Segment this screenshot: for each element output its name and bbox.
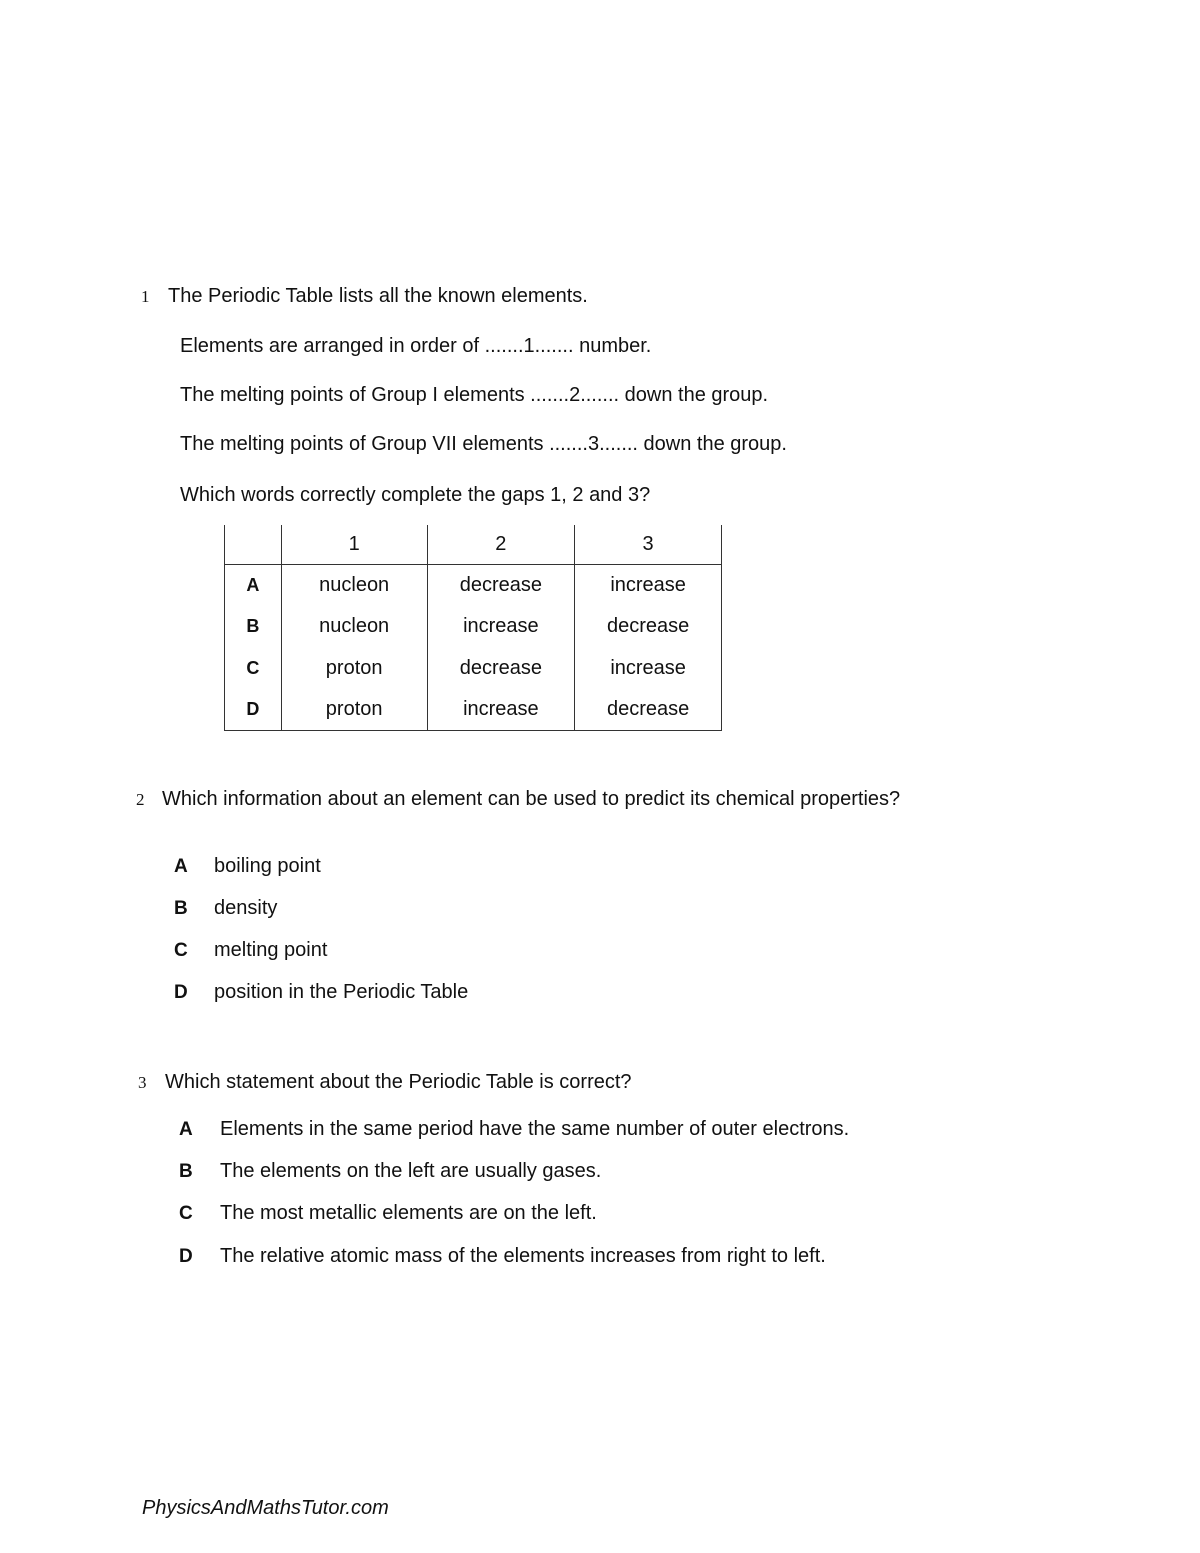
answer-table-header-corner	[225, 525, 282, 565]
table-cell: increase	[427, 606, 575, 647]
q3-option-text-c: The most metallic elements are on the left.	[220, 1202, 597, 1224]
answer-table-header-gap-2: 2	[427, 525, 575, 565]
answer-table-header-row	[225, 525, 722, 565]
row-key: D	[225, 689, 282, 731]
q2-option-text-b: density	[214, 897, 278, 919]
table-row	[225, 647, 722, 688]
question-1-intro: The Periodic Table lists all the known elements.	[168, 285, 588, 307]
footer-site-name: PhysicsAndMathsTutor.com	[142, 1497, 389, 1519]
question-1-prompt: Which words correctly complete the gaps 1, 2 and 3?	[180, 484, 651, 506]
q2-option-letter-c: C	[174, 940, 188, 961]
q3-option-letter-a: A	[179, 1119, 193, 1140]
table-cell: proton	[281, 689, 427, 731]
question-1-line-1: Elements are arranged in order of .......1....... number.	[180, 335, 652, 357]
q3-option-letter-c: C	[179, 1203, 193, 1224]
q3-option-text-a: Elements in the same period have the same number of outer electrons.	[220, 1118, 850, 1140]
question-1-line-2: The melting points of Group I elements .......2....... down the group.	[180, 384, 769, 406]
answer-table-header-gap-3: 3	[575, 525, 722, 565]
q3-option-text-d: The relative atomic mass of the elements increases from right to left.	[220, 1245, 826, 1267]
table-cell: nucleon	[281, 565, 427, 607]
table-cell: decrease	[427, 647, 575, 688]
q2-option-letter-d: D	[174, 982, 188, 1003]
answer-table-header-gap-1: 1	[281, 525, 427, 565]
row-key: B	[225, 606, 282, 647]
table-row	[225, 689, 722, 731]
question-1-line-3: The melting points of Group VII elements .......3....... down the group.	[180, 433, 787, 455]
question-2-text: Which information about an element can be used to predict its chemical properties?	[162, 788, 901, 810]
q2-option-text-c: melting point	[214, 939, 328, 961]
table-row	[225, 606, 722, 647]
q2-option-letter-a: A	[174, 856, 188, 877]
question-2-number: 2	[136, 790, 145, 809]
question-3-number: 3	[138, 1073, 147, 1092]
q2-option-text-d: position in the Periodic Table	[214, 981, 469, 1003]
q2-option-text-a: boiling point	[214, 855, 321, 877]
table-cell: decrease	[575, 689, 722, 731]
q3-option-letter-d: D	[179, 1246, 193, 1267]
answer-table	[224, 525, 722, 731]
row-key: C	[225, 647, 282, 688]
table-cell: nucleon	[281, 606, 427, 647]
table-row	[225, 565, 722, 607]
q3-option-text-b: The elements on the left are usually gases.	[220, 1160, 602, 1182]
row-key: A	[225, 565, 282, 607]
question-3-text: Which statement about the Periodic Table is correct?	[165, 1071, 632, 1093]
table-cell: decrease	[427, 565, 575, 607]
table-cell: increase	[575, 647, 722, 688]
q2-option-letter-b: B	[174, 898, 188, 919]
table-cell: increase	[575, 565, 722, 607]
table-cell: increase	[427, 689, 575, 731]
question-1-number: 1	[141, 287, 150, 306]
table-cell: proton	[281, 647, 427, 688]
table-cell: decrease	[575, 606, 722, 647]
q3-option-letter-b: B	[179, 1161, 193, 1182]
